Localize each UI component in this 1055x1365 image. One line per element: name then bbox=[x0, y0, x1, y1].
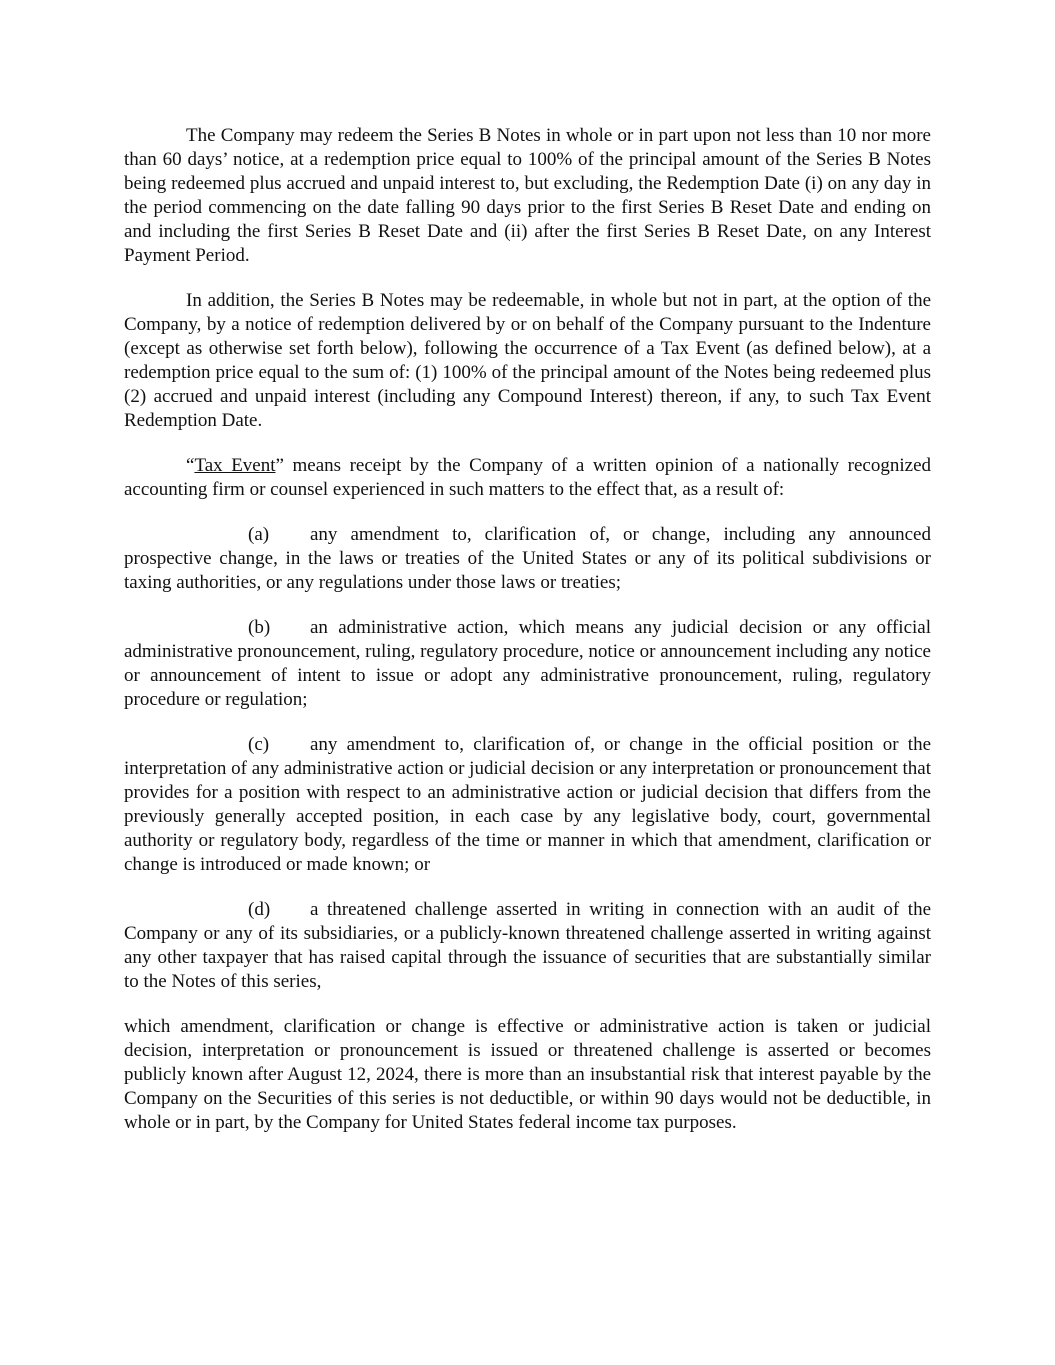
list-item-d bbox=[124, 898, 931, 994]
list-item-label: (c) bbox=[248, 734, 270, 755]
list-item-text: any amendment to, clarification of, or change, including any announced prospective change, in the laws or treaties of the United States or any of its political subdivisions or taxing authorities, or any regulations under those laws or treaties; bbox=[124, 524, 931, 593]
tax-event-definition-text: ” means receipt by the Company of a written opinion of a nationally recognized accounting firm or counsel experienced in such matters to the effect that, as a result of: bbox=[124, 455, 932, 500]
tax-event-definition-paragraph bbox=[124, 454, 931, 502]
redemption-paragraph: The Company may redeem the Series B Notes in whole or in part upon not less than 10 nor more than 60 days’ notice, at a redemption price equal to 100% of the principal amount of the Series B Notes being redeemed plus accrued and unpaid interest to, but excluding, the Redemption Date (i) on any day in the period commencing on the date falling 90 days prior to the first Series B Reset Date and ending on and including the first Series B Reset Date and (ii) after the first Series B Reset Date, on any Interest Payment Period. bbox=[124, 125, 931, 266]
document-page bbox=[124, 124, 931, 1156]
list-item-label: (b) bbox=[248, 617, 271, 638]
open-quote: “ bbox=[186, 455, 195, 476]
list-item-text: a threatened challenge asserted in writing in connection with an audit of the Company or any of its subsidiaries, or a publicly-known threatened challenge asserted in writing against any other taxpayer that has raised capital through the issuance of securities that are substantially similar to the Notes of this series, bbox=[124, 899, 931, 992]
list-item-text: any amendment to, clarification of, or change in the official position or the interpretation of any administrative action or judicial decision or any interpretation or pronouncement that provides for a position with respect to an administrative action or judicial decision that differs from the previously generally accepted position, in each case by any legislative body, court, governmental authority or regulatory body, regardless of the time or manner in which that amendment, clarification or change is introduced or made known; or bbox=[124, 734, 931, 875]
list-item-label: (d) bbox=[248, 899, 271, 920]
defined-term-tax-event: Tax Event bbox=[194, 455, 276, 476]
list-item-text: an administrative action, which means any judicial decision or any official administrative pronouncement, ruling, regulatory procedure, notice or announcement including any notice or announcement of intent to issue or adopt any administrative pronouncement, ruling, regulatory procedure or regulation; bbox=[124, 617, 931, 710]
closing-paragraph: which amendment, clarification or change is effective or administrative action is taken or judicial decision, interpretation or pronouncement is issued or threatened challenge is asserted or becomes publicly known after August 12, 2024, there is more than an insubstantial risk that interest payable by the Company on the Securities of this series is not deductible, or within 90 days would not be deductible, in whole or in part, by the Company for United States federal income tax purposes. bbox=[124, 1016, 931, 1133]
tax-redemption-paragraph: In addition, the Series B Notes may be redeemable, in whole but not in part, at the option of the Company, by a notice of redemption delivered by or on behalf of the Company pursuant to the Indenture (except as otherwise set forth below), following the occurrence of a Tax Event (as defined below), at a redemption price equal to the sum of: (1) 100% of the principal amount of the Notes being redeemed plus (2) accrued and unpaid interest (including any Compound Interest) thereon, if any, to such Tax Event Redemption Date. bbox=[124, 290, 931, 431]
list-item-label: (a) bbox=[248, 524, 270, 545]
list-item-b bbox=[124, 616, 931, 712]
list-item-c bbox=[124, 733, 931, 877]
list-item-a bbox=[124, 523, 931, 595]
